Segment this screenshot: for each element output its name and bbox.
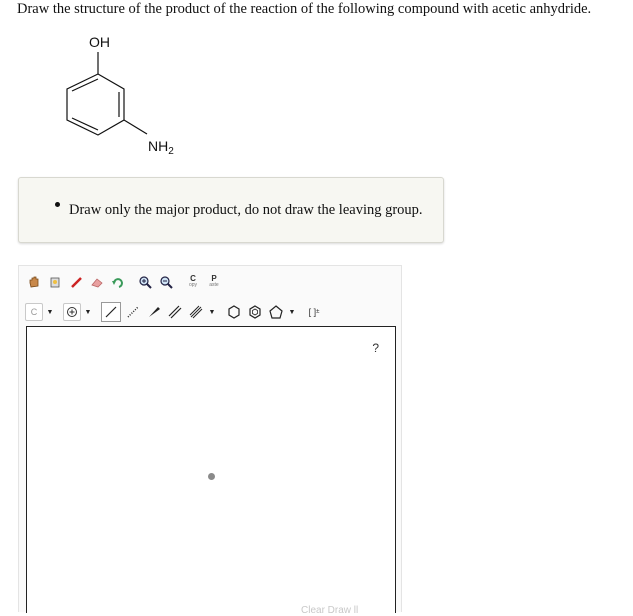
single-bond-button[interactable] — [101, 302, 121, 322]
paste-label: P — [211, 274, 217, 283]
hashed-bond-icon — [126, 305, 140, 319]
pentagon-icon — [269, 305, 283, 319]
zoom-out-icon — [159, 275, 173, 289]
structure-editor — [18, 265, 402, 616]
hint-text: Draw only the major product, do not draw the leaving group. — [69, 202, 423, 218]
zoom-in-button[interactable] — [136, 273, 154, 291]
benzene-ring — [67, 74, 124, 135]
lasso-icon — [48, 275, 62, 289]
charge-dropdown-caret-icon[interactable]: ▼ — [84, 308, 92, 316]
nh2-bond — [124, 120, 147, 134]
ring-dropdown-caret-icon[interactable]: ▼ — [288, 308, 296, 316]
eraser-icon — [90, 275, 104, 289]
paste-button[interactable] — [205, 273, 223, 291]
canvas-footer-controls[interactable]: Clear Draw ll — [301, 605, 359, 616]
pencil-icon — [69, 275, 83, 289]
drawing-canvas[interactable] — [26, 326, 396, 616]
undo-icon — [111, 275, 125, 289]
copy-label: C — [190, 274, 196, 283]
undo-tool-button[interactable] — [109, 273, 127, 291]
amine-label: $NH_2$ — [148, 138, 174, 157]
charge-button[interactable] — [63, 303, 81, 321]
hashed-bond-button[interactable] — [124, 303, 142, 321]
toolbar-row-2 — [25, 301, 326, 323]
triple-bond-button[interactable] — [187, 303, 205, 321]
triple-bond-icon — [189, 305, 203, 319]
hydroxyl-label: OH — [89, 34, 110, 50]
hand-icon — [27, 275, 41, 289]
ring-pentagon-button[interactable] — [267, 303, 285, 321]
bond-dropdown-caret-icon[interactable]: ▼ — [208, 308, 216, 316]
draw-tool-button[interactable] — [67, 273, 85, 291]
canvas-center-dot — [208, 473, 215, 480]
paste-sub-label: aste — [209, 282, 219, 288]
benzene-icon — [248, 305, 262, 319]
bracket-sup-label: ± — [316, 309, 320, 315]
double-bond-button[interactable] — [166, 303, 184, 321]
wedge-bond-icon — [147, 305, 161, 319]
bracket-label: [ ] — [308, 307, 317, 317]
hexagon-icon — [227, 305, 241, 319]
double-bond-icon — [168, 305, 182, 319]
zoom-in-icon — [138, 275, 152, 289]
element-dropdown-caret-icon[interactable]: ▼ — [46, 308, 54, 316]
charge-plus-icon — [66, 306, 78, 318]
copy-button[interactable] — [184, 273, 202, 291]
help-button[interactable]: ? — [372, 341, 379, 355]
toolbar-row-1 — [25, 271, 226, 293]
bullet-icon — [55, 202, 60, 207]
hand-tool-button[interactable] — [25, 273, 43, 291]
single-bond-icon — [104, 305, 118, 319]
question-prompt: Draw the structure of the product of the reaction of the following compound with acetic anhydride. — [17, 1, 592, 17]
ring-benzene-button[interactable] — [246, 303, 264, 321]
select-tool-button[interactable] — [46, 273, 64, 291]
eraser-tool-button[interactable] — [88, 273, 106, 291]
bracket-button[interactable] — [305, 303, 323, 321]
hint-box — [18, 177, 444, 243]
zoom-out-button[interactable] — [157, 273, 175, 291]
element-button[interactable]: C — [25, 303, 43, 321]
wedge-bond-button[interactable] — [145, 303, 163, 321]
reactant-structure — [55, 30, 195, 160]
copy-sub-label: opy — [188, 282, 198, 288]
ring-hexagon-button[interactable] — [225, 303, 243, 321]
